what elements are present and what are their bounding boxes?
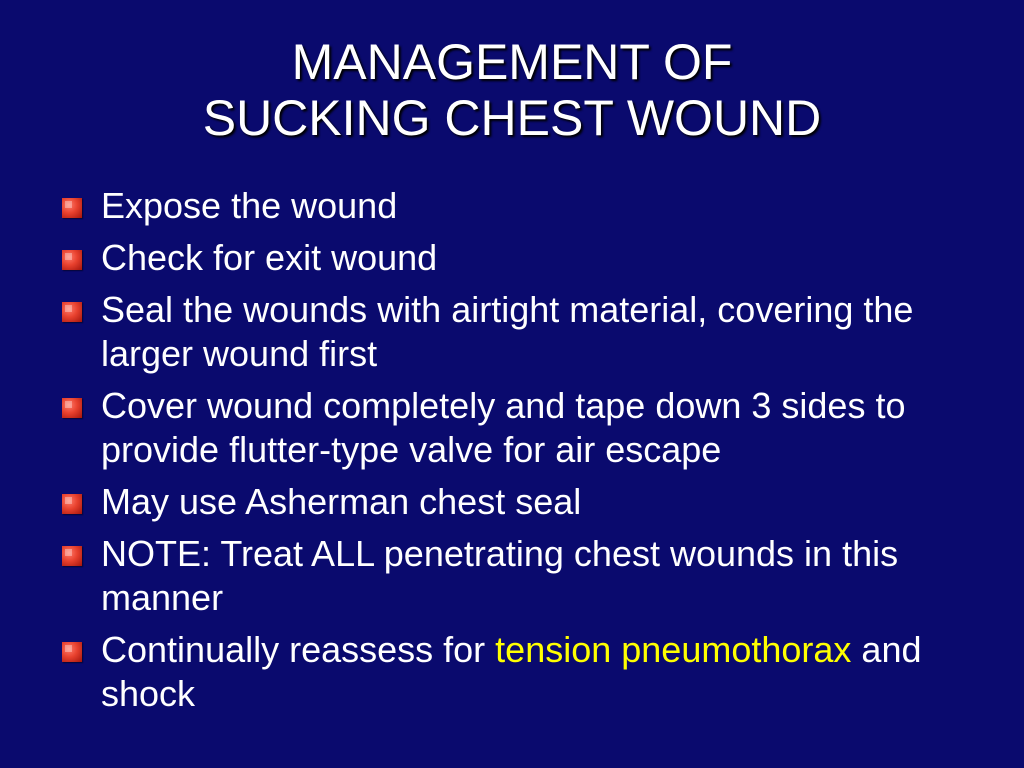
title-line-2: SUCKING CHEST WOUND	[202, 90, 822, 146]
bullet-text: Expose the wound	[101, 185, 398, 226]
bullet-text: May use Asherman chest seal	[101, 481, 582, 522]
highlighted-term: tension pneumothorax	[495, 629, 852, 670]
title-line-1: MANAGEMENT OF	[291, 34, 733, 90]
list-item	[60, 532, 980, 620]
red-square-bullet-icon	[62, 250, 82, 270]
slide-title	[0, 34, 1024, 146]
bullet-text: NOTE: Treat ALL penetrating chest wounds in this manner	[101, 533, 899, 618]
red-square-bullet-icon	[62, 642, 82, 662]
red-square-bullet-icon	[62, 198, 82, 218]
bullet-text: Cover wound completely and tape down 3 sides to provide flutter-type valve for air escape	[101, 385, 906, 470]
list-item	[60, 628, 980, 716]
bullet-text-after: and shock	[101, 629, 922, 714]
list-item	[60, 236, 980, 280]
bullet-text-before: Continually reassess for	[101, 629, 496, 670]
bullet-text: Check for exit wound	[101, 237, 438, 278]
list-item	[60, 288, 980, 376]
list-item	[60, 184, 980, 228]
red-square-bullet-icon	[62, 398, 82, 418]
red-square-bullet-icon	[62, 546, 82, 566]
red-square-bullet-icon	[62, 494, 82, 514]
red-square-bullet-icon	[62, 302, 82, 322]
list-item	[60, 384, 980, 472]
bullet-list	[60, 184, 980, 724]
list-item	[60, 480, 980, 524]
bullet-text: Seal the wounds with airtight material, covering the larger wound first	[101, 289, 914, 374]
